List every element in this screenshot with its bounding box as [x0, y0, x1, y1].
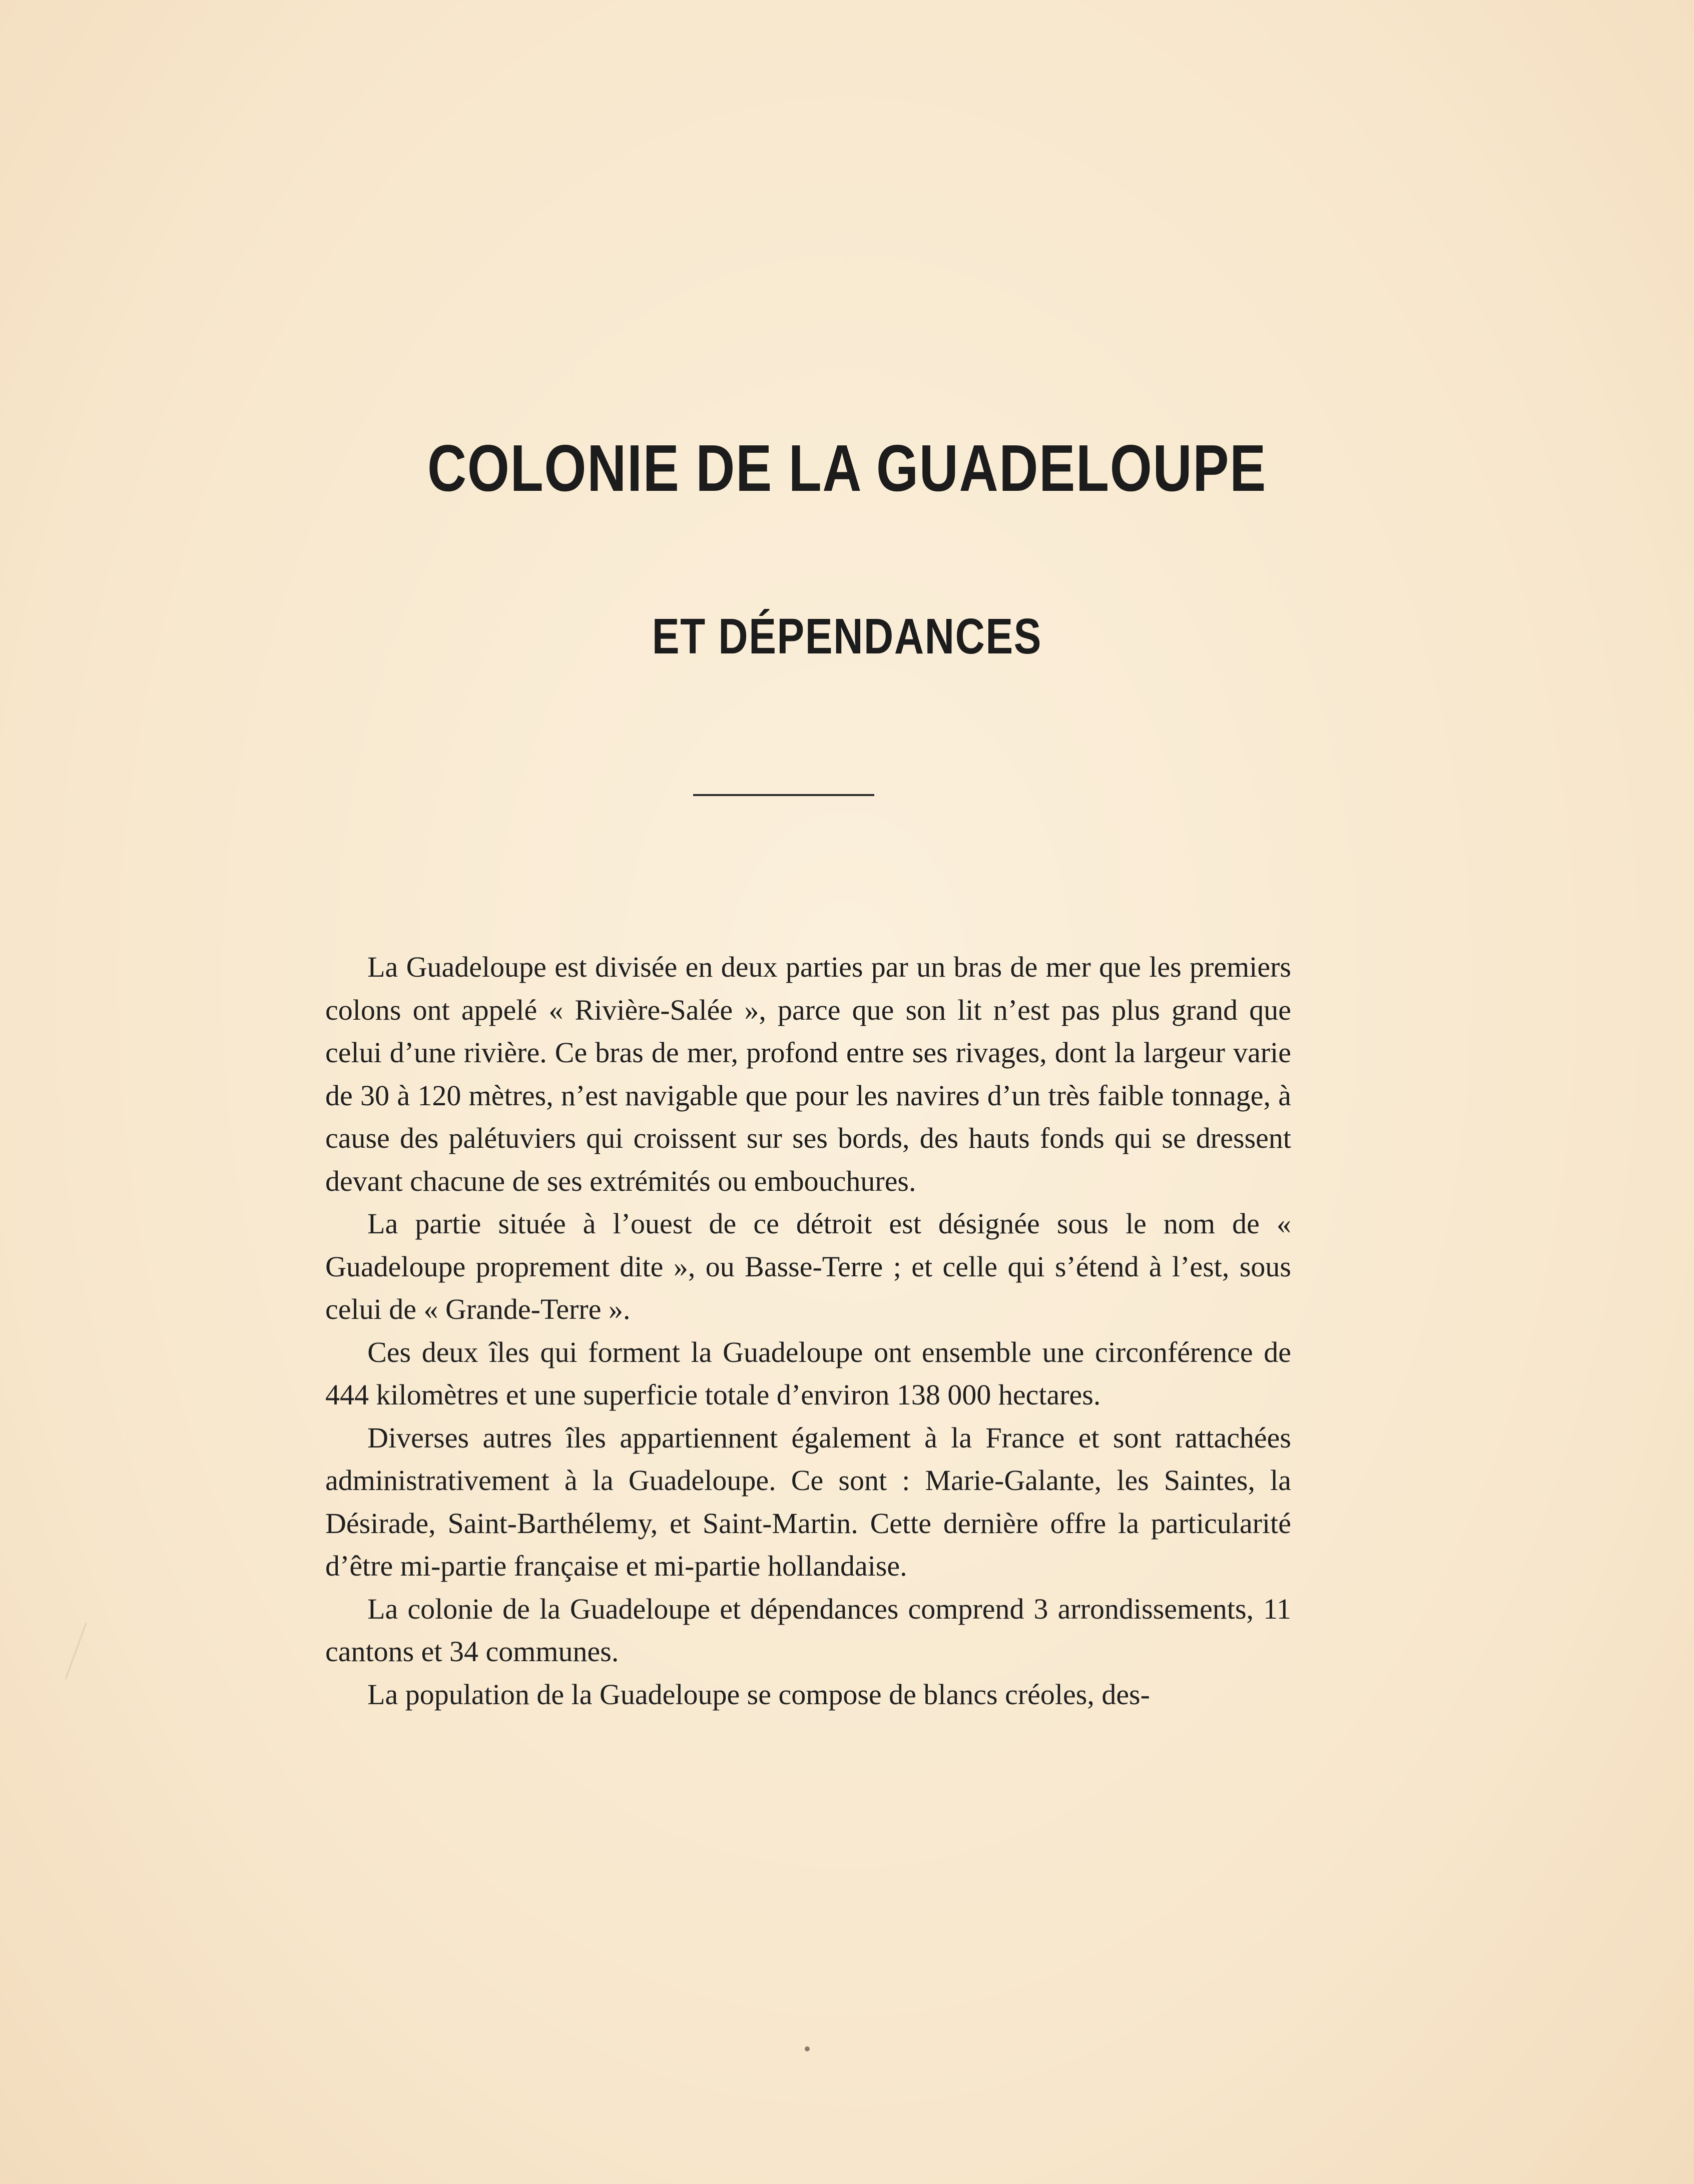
page-subtitle: ET DÉPENDANCES	[652, 608, 1042, 664]
paragraph-3: Ces deux îles qui forment la Guadeloupe ont ensemble une circonférence de 444 kilomètres et une superficie totale d’environ 138 000 hectares.	[325, 1335, 1291, 1411]
paragraph-4: Diverses autres îles appartiennent également à la France et sont rattachées administrativement à la Guadeloupe. Ce sont : Marie-Galante, les Saintes, la Désirade, Saint-Barthélemy, et Saint-Martin. Cette dernière offre la particularité d’être mi-partie française et mi-partie hollandaise.	[325, 1421, 1291, 1582]
title-divider	[693, 794, 874, 796]
page-title: COLONIE DE LA GUADELOUPE	[427, 431, 1267, 505]
paragraph-1: La Guadeloupe est divisée en deux parties par un bras de mer que les premiers colons ont appelé « Rivière-Salée », parce que son lit n’est pas plus grand que celui d’une rivière. Ce bras de mer, profond entre ses rivages, dont la largeur varie de 30 à 120 mètres, n’est navigable que pour les navires d’un très faible tonnage, à cause des palétuviers qui croissent sur ses bords, des hauts fonds qui se dressent devant chacune de ses extrémités ou embouchures.	[325, 951, 1291, 1197]
paper-mark	[65, 1623, 87, 1680]
paper-speck	[805, 2046, 810, 2051]
paragraph-6: La population de la Guadeloupe se compose de blancs créoles, des-	[367, 1678, 1150, 1711]
paragraph-2: La partie située à l’ouest de ce détroit est désignée sous le nom de « Guadeloupe proprement dite », ou Basse-Terre ; et celle qui s’étend à l’est, sous celui de « Grande-Terre ».	[325, 1207, 1291, 1325]
paragraph-5: La colonie de la Guadeloupe et dépendances comprend 3 arrondissements, 11 cantons et 34 communes.	[325, 1592, 1291, 1668]
body-text	[325, 946, 1291, 1716]
